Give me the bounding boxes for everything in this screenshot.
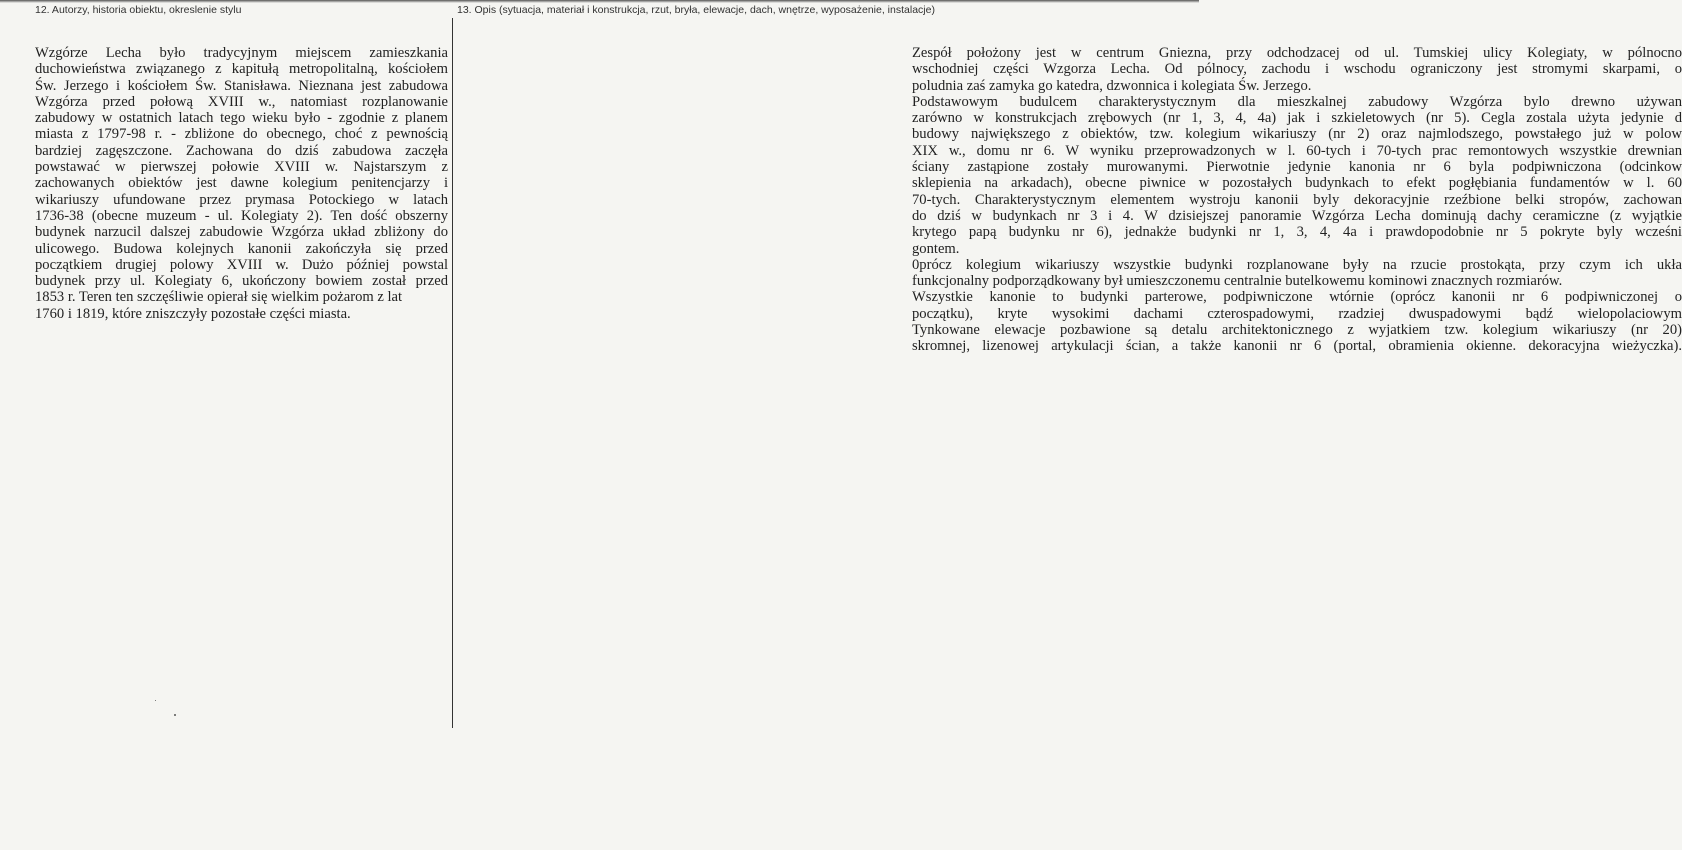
text-line: 0prócz kolegium wikariuszy wszystkie budynki rozplanowane były na rzucie prostokąta, przy czym ich ukła: [912, 256, 1682, 273]
text-line: XIX w., domu nr 6. W wyniku przeprowadzonych w l. 60-tych i 70-tych prac remontowych wszystkie drewnian: [912, 142, 1682, 159]
text-line: wikariuszy ufundowane przez prymasa Potockiego w latach: [35, 191, 448, 208]
text-line: początkiem drugiej polowy XVIII w. Dużo później powstal: [35, 256, 448, 273]
text-line: zachowanych obiektów jest dawne kolegium penitencjarzy i: [35, 175, 448, 192]
text-line: 1853 r. Teren ten szczęśliwie opierał się wielkim pożarom z lat: [35, 289, 403, 306]
text-line: ulicowego. Budowa kolejnych kanonii zakończyła się przed: [35, 240, 448, 257]
text-line: sklepienia na arkadach), obecne piwnice w pozostałych budynkach to efekt pogłębiania fundamentów w l. 60: [912, 175, 1682, 192]
text-line: zarówno w konstrukcjach zrębowych (nr 1, 3, 4, 4a) jak i szkieletowych (nr 5). Cegla zostala użyta jedynie d: [912, 110, 1682, 127]
text-line: do dziś w budynkach nr 3 i 4. W dzisiejszej panoramie Wzgórza Lecha dominują dachy ceramiczne (z wyjątkie: [912, 207, 1682, 224]
text-line: gontem.: [912, 240, 960, 257]
text-line: Tynkowane elewacje pozbawione są detalu architektonicznego z wyjatkiem tzw. kolegium wikariuszy (nr 20): [912, 322, 1682, 339]
text-line: wschodniej części Wzgorza Lecha. Od pólnocy, zachodu i wschodu ograniczony jest stromymi skarpami, o: [912, 61, 1682, 78]
scan-edge-shadow: [0, 0, 1199, 3]
text-line: funkcjonalny podporządkowany był umieszczonemu centralnie butelkowemu kominowi znacznych rozmiarów.: [912, 273, 1563, 290]
history-text-column: [35, 45, 448, 322]
text-line: budynek narzucil dalszej zabudowie Wzgórza układ zbliżony do: [35, 224, 448, 241]
text-line: Wzgórza przed połową XVIII w., natomiast rozplanowanie: [35, 93, 448, 110]
text-line: 70-tych. Charakterystycznym elementem wystroju kanonii byly dekoracyjnie rzeźbione belki stropów, zachowan: [912, 191, 1682, 208]
text-line: duchowieństwa związanego z kapitułą metropolitalną, kościołem: [35, 61, 448, 78]
text-line: początku), kryte wysokimi dachami czterospadowymi, rzadziej dwuspadowymi bądź wielopolaciowym: [912, 305, 1682, 322]
text-line: zabudowy w ostatnich latach tego wieku było - zgodnie z planem: [35, 110, 448, 127]
text-line: poludnia zaś zamyka go katedra, dzwonnica i kolegiata Św. Jerzego.: [912, 77, 1312, 94]
text-line: 1760 i 1819, które zniszczyły pozostałe części miasta.: [35, 305, 351, 322]
text-line: Wszystkie kanonie to budynki parterowe, podpiwniczone wtórnie (oprócz kanonii nr 6 podpiwniczonej o: [912, 289, 1682, 306]
section-13-heading: 13. Opis (sytuacja, materiał i konstrukcja, rzut, bryła, elewacje, dach, wnętrze, wyposażenie, instalacje): [457, 4, 935, 16]
text-line: Podstawowym budulcem charakterystycznym dla mieszkalnej zabudowy Wzgórza bylo drewno używan: [912, 93, 1682, 110]
section-12-heading: 12. Autorzy, historia obiektu, okreslenie stylu: [35, 4, 242, 16]
text-line: Św. Jerzego i kościołem Św. Stanisława. Nieznana jest zabudowa: [35, 77, 448, 94]
text-line: ściany zastąpione zostały murowanymi. Pierwotnie jedynie kanonia nr 6 byla podpiwniczona (odcinkow: [912, 159, 1682, 176]
description-text-clip: [456, 40, 1682, 460]
text-line: bardziej zagęszczone. Zachowana do dziś zabudowa zaczęła: [35, 142, 448, 159]
text-line: miasta z 1797-98 r. - zbliżone do obecnego, choć z pewnością: [35, 126, 448, 143]
text-line: budowy największego z obiektów, tzw. kolegium wikariuszy (nr 2) oraz najmlodszego, powstałego już w polow: [912, 126, 1682, 143]
scan-speck: [155, 700, 156, 701]
text-line: krytego papą budynku nr 6), jednakże budynki nr 1, 3, 4, 4a i prawdopodobnie nr 5 pokryte byly wcześni: [912, 224, 1682, 241]
text-line: skromnej, lizenowej artykulacji ścian, a także kanonii nr 6 (portal, obramienia okienne. dekoracyjna wieżyczka).: [912, 338, 1682, 355]
text-line: budynek przy ul. Kolegiaty 6, ukończony bowiem został przed: [35, 273, 448, 290]
column-divider: [452, 18, 453, 728]
scan-speck: [174, 714, 176, 716]
text-line: powstawać w pierwszej połowie XVIII w. Najstarszym z: [35, 159, 448, 176]
text-line: Wzgórze Lecha było tradycyjnym miejscem zamieszkania: [35, 45, 448, 61]
text-line: 1736-38 (obecne muzeum - ul. Kolegiaty 2). Ten dość obszerny: [35, 207, 448, 224]
description-text-column: [912, 45, 1682, 355]
text-line: Zespół położony jest w centrum Gniezna, przy odchodzacej od ul. Tumskiej ulicy Kolegiaty, w pólnocno: [912, 45, 1682, 61]
